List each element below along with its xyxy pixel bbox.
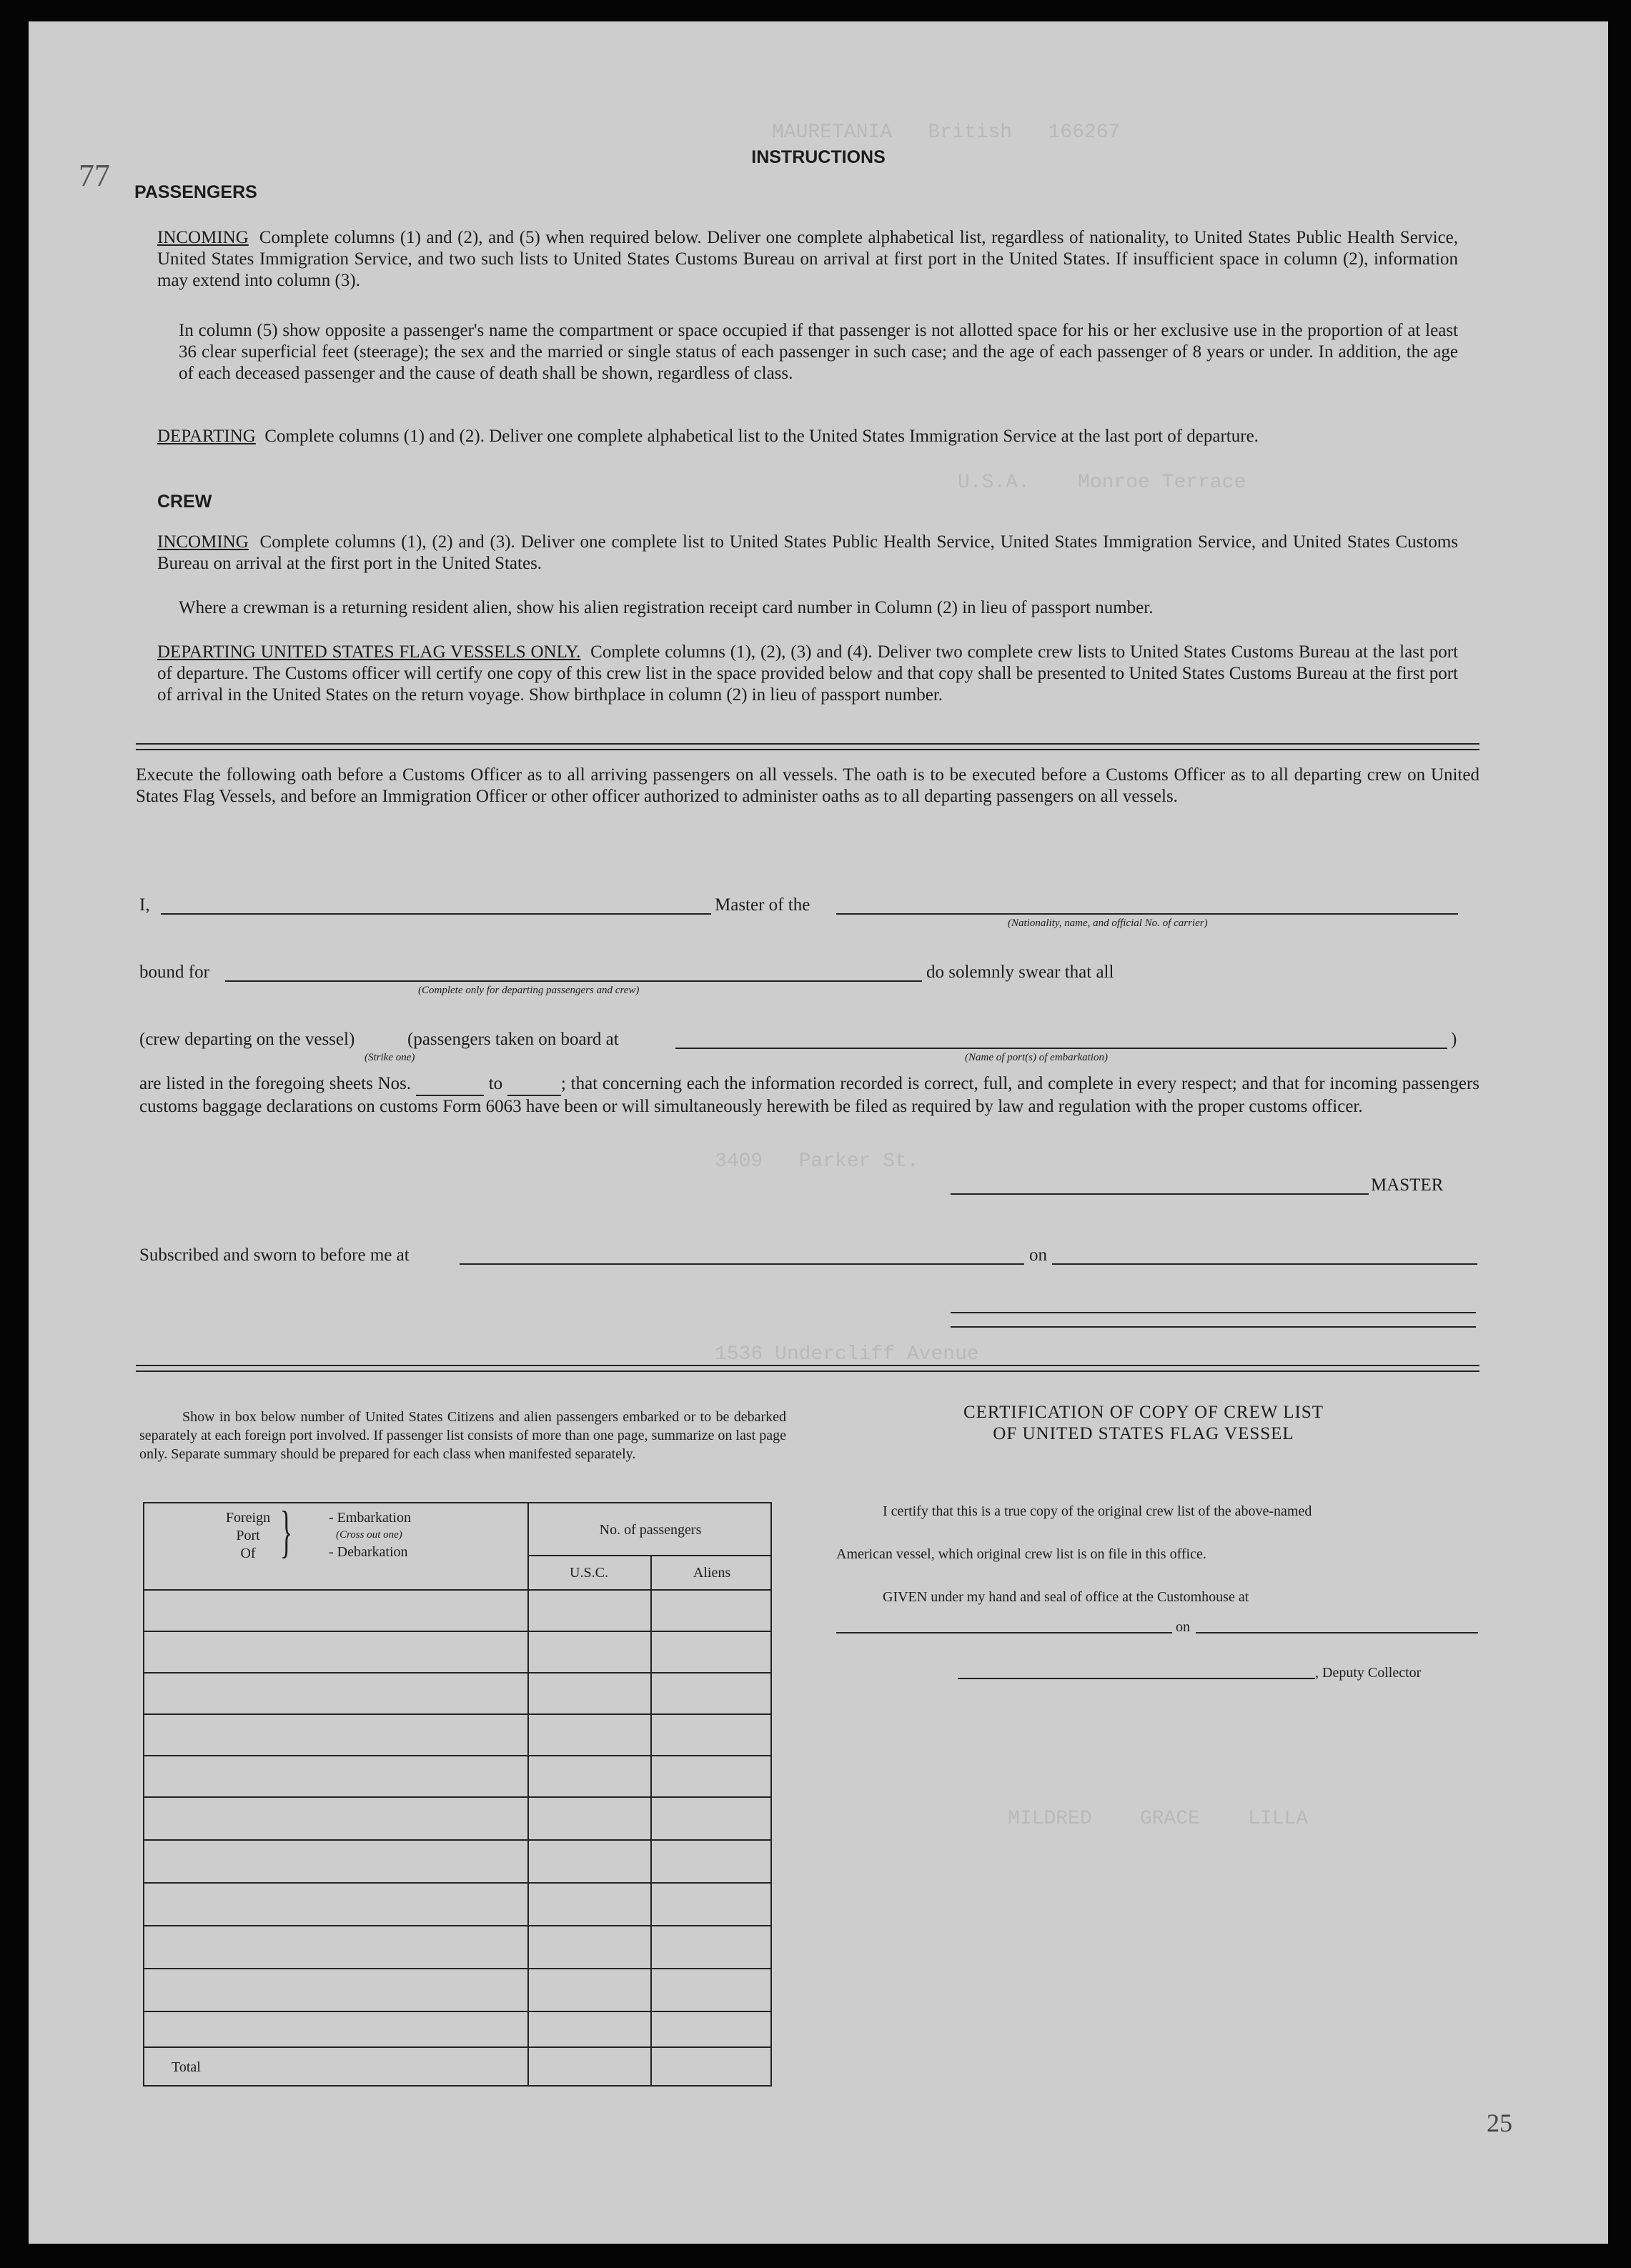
- table-row-divider: [527, 1555, 770, 1556]
- passenger-summary-table: [143, 1502, 772, 2087]
- table-row: [144, 1839, 770, 1841]
- certification-date-line[interactable]: [1196, 1632, 1478, 1633]
- carrier-caption: (Nationality, name, and official No. of carrier): [1008, 917, 1208, 929]
- passengers-departing-paragraph: [157, 426, 1458, 447]
- master-of-label: Master of the: [715, 895, 810, 915]
- listed-prefix: are listed in the foregoing sheets Nos.: [139, 1074, 412, 1093]
- certification-text-2: American vessel, which original crew list is on file in this office.: [836, 1546, 1206, 1562]
- deputy-collector-label: , Deputy Collector: [1315, 1665, 1422, 1681]
- sworn-on-label: on: [1029, 1245, 1047, 1265]
- usc-header: U.S.C.: [570, 1565, 608, 1581]
- carrier-line[interactable]: [836, 913, 1458, 915]
- crew-departing-paragraph: [157, 642, 1458, 706]
- sworn-date-line[interactable]: [1052, 1263, 1477, 1265]
- bleed-through-text: MAURETANIA British 166267: [772, 121, 1121, 144]
- master-signature-line[interactable]: [951, 1193, 1369, 1195]
- table-col-divider: [527, 1503, 529, 2085]
- bound-for-label: bound for: [139, 963, 209, 982]
- listed-text: ; that concerning each the information recorded is correct, full, and complete in every respect; and that for incoming passengers customs baggage declarations on customs Form 6063 have been or will simultaneously herewith be filed as required by law and regulation with the proper customs officer.: [139, 1074, 1480, 1116]
- incoming-text: Complete columns (1) and (2), and (5) when required below. Deliver one complete alphabetical list, regardless of nationality, to United States Public Health Service, United States Immigration Service, and two such lists to United States Customs Bureau on arrival at first port in the United States. If insufficient space in column (2), information may extend into column (3).: [157, 228, 1459, 290]
- table-row: [144, 1714, 770, 1715]
- close-paren: ): [1451, 1030, 1457, 1049]
- aliens-header: Aliens: [693, 1565, 731, 1581]
- sheet-to-field[interactable]: [507, 1073, 561, 1096]
- crew-departing-option: (crew departing on the vessel): [139, 1030, 355, 1049]
- bleed-through-text: 1536 Undercliff Avenue: [715, 1343, 979, 1366]
- sheets-paragraph: [139, 1073, 1479, 1118]
- table-row: [144, 1968, 770, 1969]
- incoming-label: INCOMING: [157, 228, 249, 247]
- to-label: to: [488, 1074, 503, 1093]
- table-row: [144, 1672, 770, 1673]
- crew-incoming-label: INCOMING: [157, 532, 249, 552]
- oath-intro: Execute the following oath before a Customs Officer as to all arriving passengers on all vessels. The oath is to be executed before a Customs Officer as to all departing crew on United States Flag Vessels, and before an Immigration Officer or other officer authorized to administer oaths as to all departing passengers on all vessels.: [136, 765, 1479, 806]
- of-label: Of: [240, 1546, 256, 1561]
- officer-signature-line[interactable]: [951, 1312, 1476, 1313]
- master-label: MASTER: [1371, 1175, 1444, 1195]
- embarkation-option: - Embarkation: [329, 1510, 411, 1526]
- table-row: [144, 1631, 770, 1632]
- deputy-signature-line[interactable]: [958, 1678, 1315, 1679]
- sworn-place-line[interactable]: [460, 1263, 1024, 1265]
- total-label: Total: [172, 2059, 201, 2075]
- bleed-through-text: MILDRED GRACE LILLA: [1008, 1808, 1309, 1830]
- page-number: 25: [1487, 2109, 1512, 2137]
- bleed-through-text: U.S.A. Monroe Terrace: [958, 472, 1246, 494]
- crew-resident-paragraph: Where a crewman is a returning resident alien, show his alien registration receipt card number in Column (2) in lieu of passport number.: [179, 598, 1154, 617]
- bound-caption: (Complete only for departing passengers and crew): [418, 985, 640, 996]
- foreign-port-label: [223, 1509, 273, 1563]
- embark-debark-label: [329, 1509, 411, 1561]
- summary-instructions: Show in box below number of United States Citizens and alien passengers embarked or to be debarked separately at each foreign port involved. If passenger list consists of more than one page, summarize on last page only. Separate summary should be prepared for each class when manifested separately.: [139, 1409, 786, 1462]
- certification-heading-2: OF UNITED STATES FLAG VESSEL: [993, 1424, 1294, 1443]
- cross-out-caption: (Cross out one): [336, 1529, 402, 1541]
- crew-incoming-text: Complete columns (1), (2) and (3). Deliver one complete list to United States Public Health Service, United States Immigration Service, and United States Customs Bureau on arrival at the first port in the United States.: [157, 532, 1459, 573]
- table-col-divider: [650, 1555, 652, 2085]
- margin-number: 77: [79, 158, 110, 193]
- crew-departing-label: DEPARTING UNITED STATES FLAG VESSELS ONLY.: [157, 642, 581, 662]
- page-title: INSTRUCTIONS: [751, 147, 886, 167]
- port-label: Port: [236, 1528, 260, 1543]
- sheet-from-field[interactable]: [416, 1073, 484, 1096]
- bleed-through-text: 3409 Parker St.: [715, 1150, 919, 1173]
- passengers-heading: PASSENGERS: [134, 182, 257, 202]
- passengers-column5-paragraph: In column (5) show opposite a passenger's name the compartment or space occupied if that passenger is not allotted space for his or her exclusive use in the proportion of at least 36 clear superficial feet (steerage); the sex and the married or single status of each passenger in such case; and the age of each passenger of 8 years or under. In addition, the age of each deceased passenger and the cause of death shall be shown, regardless of class.: [179, 321, 1458, 383]
- sworn-label: Subscribed and sworn to before me at: [139, 1245, 410, 1265]
- certification-heading-1: CERTIFICATION OF COPY OF CREW LIST: [963, 1403, 1324, 1422]
- table-row: [144, 1796, 770, 1798]
- section-divider: [136, 743, 1479, 750]
- crew-heading: CREW: [157, 492, 212, 512]
- officer-title-line[interactable]: [951, 1326, 1476, 1328]
- foreign-label: Foreign: [225, 1510, 271, 1526]
- table-header-divider: [144, 1589, 770, 1591]
- embark-caption: (Name of port(s) of embarkation): [965, 1052, 1108, 1063]
- certification-text-1: I certify that this is a true copy of the original crew list of the above-named: [883, 1503, 1312, 1519]
- crew-incoming-paragraph: [157, 532, 1458, 575]
- table-row: [144, 1882, 770, 1884]
- master-name-line[interactable]: [161, 913, 711, 915]
- certification-on-label: on: [1176, 1619, 1190, 1635]
- table-row: [144, 2011, 770, 2012]
- section-divider-2: [136, 1365, 1479, 1372]
- form-sheet: [29, 21, 1608, 2244]
- swear-label: do solemnly swear that all: [926, 963, 1114, 982]
- embarkation-port-line[interactable]: [675, 1048, 1447, 1049]
- no-of-passengers-header: No. of passengers: [599, 1522, 702, 1538]
- customhouse-line[interactable]: [836, 1632, 1172, 1633]
- certification-text-3: GIVEN under my hand and seal of office at the Customhouse at: [883, 1589, 1249, 1605]
- table-row: [144, 1925, 770, 1926]
- brace-icon: }: [280, 1501, 293, 1563]
- bound-for-line[interactable]: [225, 980, 922, 982]
- table-total-row: [144, 2046, 770, 2048]
- table-row: [144, 1755, 770, 1756]
- oath-i-label: I,: [139, 895, 150, 915]
- debarkation-option: - Debarkation: [329, 1544, 408, 1560]
- crew-departing-text: Complete columns (1), (2), (3) and (4). Deliver two complete crew lists to United States Customs Bureau at the last port of departure. The Customs officer will certify one copy of this crew list in the space provided below and that copy shall be presented to United States Customs Bureau at the first port of arrival in the United States on the return voyage. Show birthplace in column (2) in lieu of passport number.: [157, 642, 1459, 705]
- passengers-incoming-paragraph: [157, 227, 1458, 292]
- departing-label: DEPARTING: [157, 427, 256, 446]
- strike-caption: (Strike one): [365, 1052, 415, 1063]
- departing-text: Complete columns (1) and (2). Deliver one complete alphabetical list to the United States Immigration Service at the last port of departure.: [264, 427, 1259, 446]
- passengers-taken-option: (passengers taken on board at: [407, 1030, 619, 1049]
